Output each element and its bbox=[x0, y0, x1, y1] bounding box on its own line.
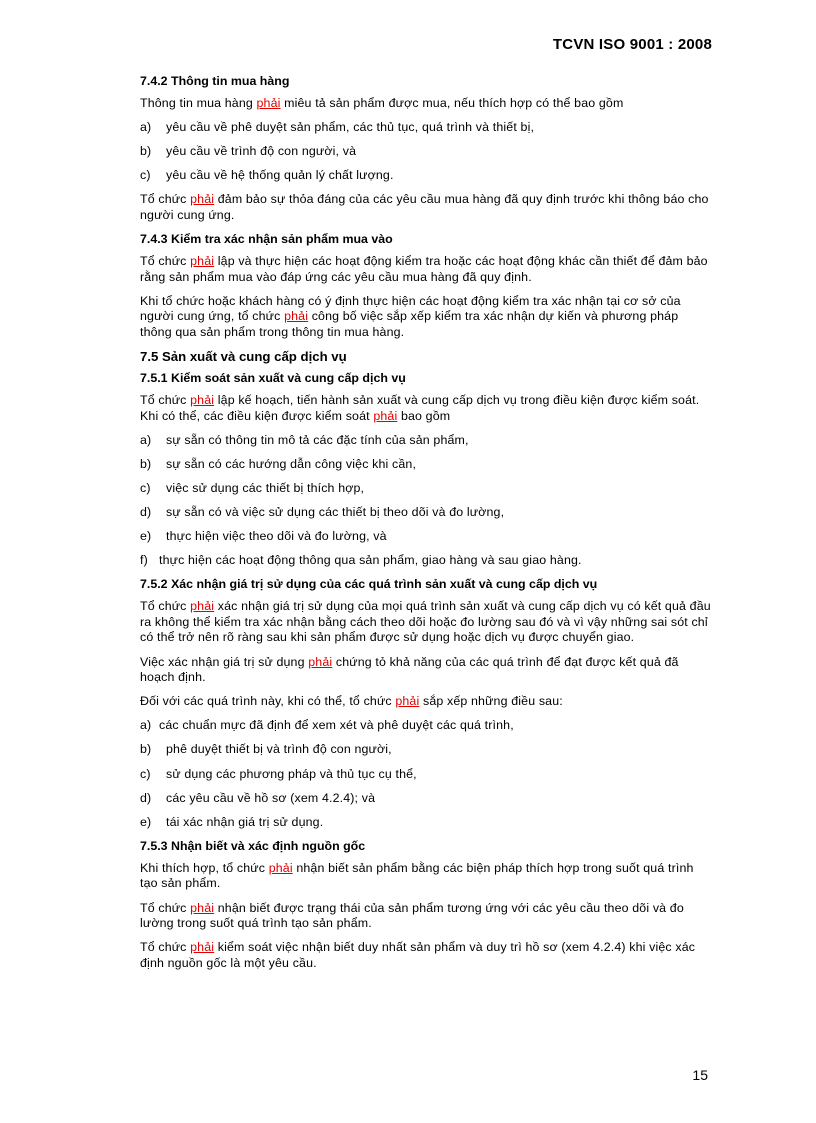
keyword-phai: phải bbox=[395, 694, 420, 709]
keyword-phai: phải bbox=[284, 309, 309, 324]
keyword-phai: phải bbox=[308, 654, 333, 669]
text-run: Tổ chức bbox=[140, 599, 191, 614]
keyword-phai: phải bbox=[268, 860, 293, 875]
paragraph bbox=[140, 254, 712, 285]
list-text: thực hiện các hoạt động thông qua sản phẩm, giao hàng và sau giao hàng. bbox=[159, 553, 582, 568]
list-label: b) bbox=[140, 742, 152, 757]
list-label: c) bbox=[140, 480, 151, 495]
text-run: Việc xác nhận giá trị sử dụng bbox=[140, 654, 309, 669]
paragraph bbox=[140, 694, 712, 710]
list-item bbox=[140, 767, 712, 783]
list-item bbox=[140, 144, 712, 160]
list-item bbox=[140, 815, 712, 831]
paragraph bbox=[140, 96, 712, 112]
list-item bbox=[140, 742, 712, 758]
list-text: yêu cầu về phê duyệt sản phẩm, các thủ tục, quá trình và thiết bị, bbox=[166, 120, 535, 135]
list-label: c) bbox=[140, 168, 151, 183]
list-item bbox=[140, 505, 712, 521]
list-item bbox=[140, 481, 712, 497]
text-run: lập và thực hiện các hoạt động kiểm tra hoặc các hoạt động khác cần thiết để đảm bảo rằng sản phẩm mua vào đáp ứng các yêu cầu mua hàng đã quy định. bbox=[140, 254, 708, 284]
list-label: a) bbox=[140, 120, 152, 135]
text-run: Đối với các quá trình này, khi có thể, tổ chức bbox=[140, 694, 396, 709]
section-heading-7-5-3: 7.5.3 Nhận biết và xác định nguồn gốc bbox=[140, 838, 366, 853]
list-label: d) bbox=[140, 505, 152, 519]
list-label: a) bbox=[140, 718, 152, 733]
section-heading-7-4-3: 7.4.3 Kiểm tra xác nhận sản phẩm mua vào bbox=[140, 232, 393, 247]
text-run: xác nhận giá trị sử dụng của mọi quá trình sản xuất và cung cấp dịch vụ có kết quả đầu ra không thể kiểm tra xác nhận bằng cách theo dõi hoặc đo lường sau đó và vì vậy những sai sót chỉ có thể trở nên rõ ràng sau khi sản phẩm được sử dụng hoặc dịch vụ được chuyển giao. bbox=[140, 599, 711, 645]
keyword-phai: phải bbox=[190, 393, 215, 408]
text-run: Khi thích hợp, tổ chức bbox=[140, 860, 269, 875]
list-text: yêu cầu về trình độ con người, và bbox=[166, 144, 357, 159]
text-run: kiểm soát việc nhận biết duy nhất sản phẩm và duy trì hồ sơ (xem 4.2.4) khi việc xác định nguồn gốc là một yêu cầu. bbox=[140, 940, 696, 970]
text-run: chứng tỏ khả năng của các quá trình để đạt được kết quả đã hoạch định. bbox=[140, 654, 679, 685]
list-text: phê duyệt thiết bị và trình độ con người, bbox=[166, 742, 392, 757]
keyword-phai: phải bbox=[190, 254, 215, 269]
text-run: Tổ chức bbox=[140, 254, 191, 269]
list-item bbox=[140, 529, 712, 545]
list-text: yêu cầu về hệ thống quản lý chất lượng. bbox=[166, 168, 394, 183]
text-run: Tổ chức bbox=[140, 192, 191, 207]
text-run: Tổ chức bbox=[140, 940, 191, 955]
keyword-phai: phải bbox=[190, 940, 215, 955]
text-run: Tổ chức bbox=[140, 900, 191, 915]
keyword-phai: phải bbox=[373, 408, 398, 423]
list-item bbox=[140, 120, 712, 136]
text-run: công bố việc sắp xếp kiểm tra xác nhận dự kiến và phương pháp thông qua sản phẩm trong thông tin mua hàng. bbox=[140, 309, 679, 339]
text-run: lập kế hoạch, tiến hành sản xuất và cung cấp dịch vụ trong điều kiện được kiểm soát. Khi có thể, các điều kiện được kiểm soát bbox=[140, 393, 700, 423]
paragraph bbox=[140, 192, 712, 223]
text-run: nhận biết được trạng thái của sản phẩm tương ứng với các yêu cầu theo dõi và đo lường trong suốt quá trình tạo sản phẩm. bbox=[140, 900, 684, 931]
list-text: các yêu cầu về hồ sơ (xem 4.2.4); và bbox=[166, 790, 376, 805]
list-label: e) bbox=[140, 529, 152, 544]
list-label: b) bbox=[140, 456, 152, 471]
text-run: Thông tin mua hàng bbox=[140, 96, 257, 110]
paragraph bbox=[140, 294, 712, 341]
text-run: miêu tả sản phẩm được mua, nếu thích hợp có thể bao gồm bbox=[280, 96, 624, 110]
keyword-phai: phải bbox=[256, 96, 281, 110]
keyword-phai: phải bbox=[190, 192, 215, 207]
paragraph bbox=[140, 393, 712, 424]
text-run: Tổ chức bbox=[140, 393, 191, 408]
list-text: các chuẩn mực đã định để xem xét và phê duyệt các quá trình, bbox=[159, 718, 514, 733]
text-run: nhận biết sản phẩm bằng các biện pháp thích hợp trong suốt quá trình tạo sản phẩm. bbox=[140, 860, 694, 891]
keyword-phai: phải bbox=[190, 900, 215, 915]
text-run: đảm bảo sự thỏa đáng của các yêu cầu mua hàng đã quy định trước khi thông báo cho người cung ứng. bbox=[140, 192, 709, 222]
list-item bbox=[140, 168, 712, 184]
paragraph bbox=[140, 940, 712, 971]
list-text: việc sử dụng các thiết bị thích hợp, bbox=[166, 480, 365, 495]
standard-header: TCVN ISO 9001 : 2008 bbox=[552, 36, 712, 53]
list-text: tái xác nhận giá trị sử dụng. bbox=[166, 814, 324, 829]
list-label: f) bbox=[140, 553, 148, 568]
text-run: sắp xếp những điều sau: bbox=[419, 694, 563, 709]
list-label: c) bbox=[140, 766, 151, 781]
list-text: sự sẵn có các hướng dẫn công việc khi cần, bbox=[166, 456, 417, 471]
page-number: 15 bbox=[692, 1067, 708, 1083]
list-label: b) bbox=[140, 144, 152, 159]
text-run: Khi tổ chức hoặc khách hàng có ý định thực hiện các hoạt động kiểm tra xác nhận tại cơ sở của người cung ứng, tổ chức bbox=[140, 293, 681, 324]
paragraph bbox=[140, 599, 712, 646]
text-run: bao gồm bbox=[397, 408, 451, 423]
paragraph bbox=[140, 861, 712, 892]
list-item bbox=[140, 791, 712, 807]
document-body bbox=[140, 74, 712, 980]
list-item bbox=[140, 433, 712, 449]
list-label: d) bbox=[140, 790, 152, 805]
list-item bbox=[140, 718, 712, 734]
section-heading-7-5: 7.5 Sản xuất và cung cấp dịch vụ bbox=[140, 349, 347, 365]
list-text: sử dụng các phương pháp và thủ tục cụ thể, bbox=[166, 766, 417, 781]
list-text: thực hiện việc theo dõi và đo lường, và bbox=[166, 529, 387, 544]
keyword-phai: phải bbox=[190, 599, 215, 614]
paragraph bbox=[140, 901, 712, 932]
section-heading-7-4-2: 7.4.2 Thông tin mua hàng bbox=[140, 74, 290, 88]
list-label: a) bbox=[140, 432, 152, 447]
section-heading-7-5-1: 7.5.1 Kiểm soát sản xuất và cung cấp dịch vụ bbox=[140, 371, 406, 386]
list-item bbox=[140, 457, 712, 473]
paragraph bbox=[140, 655, 712, 686]
section-heading-7-5-2: 7.5.2 Xác nhận giá trị sử dụng của các quá trình sản xuất và cung cấp dịch vụ bbox=[140, 577, 598, 592]
list-text: sự sẵn có và việc sử dụng các thiết bị theo dõi và đo lường, bbox=[166, 505, 505, 519]
list-label: e) bbox=[140, 814, 152, 829]
list-item bbox=[140, 553, 712, 569]
list-text: sự sẵn có thông tin mô tả các đặc tính của sản phẩm, bbox=[166, 432, 469, 447]
